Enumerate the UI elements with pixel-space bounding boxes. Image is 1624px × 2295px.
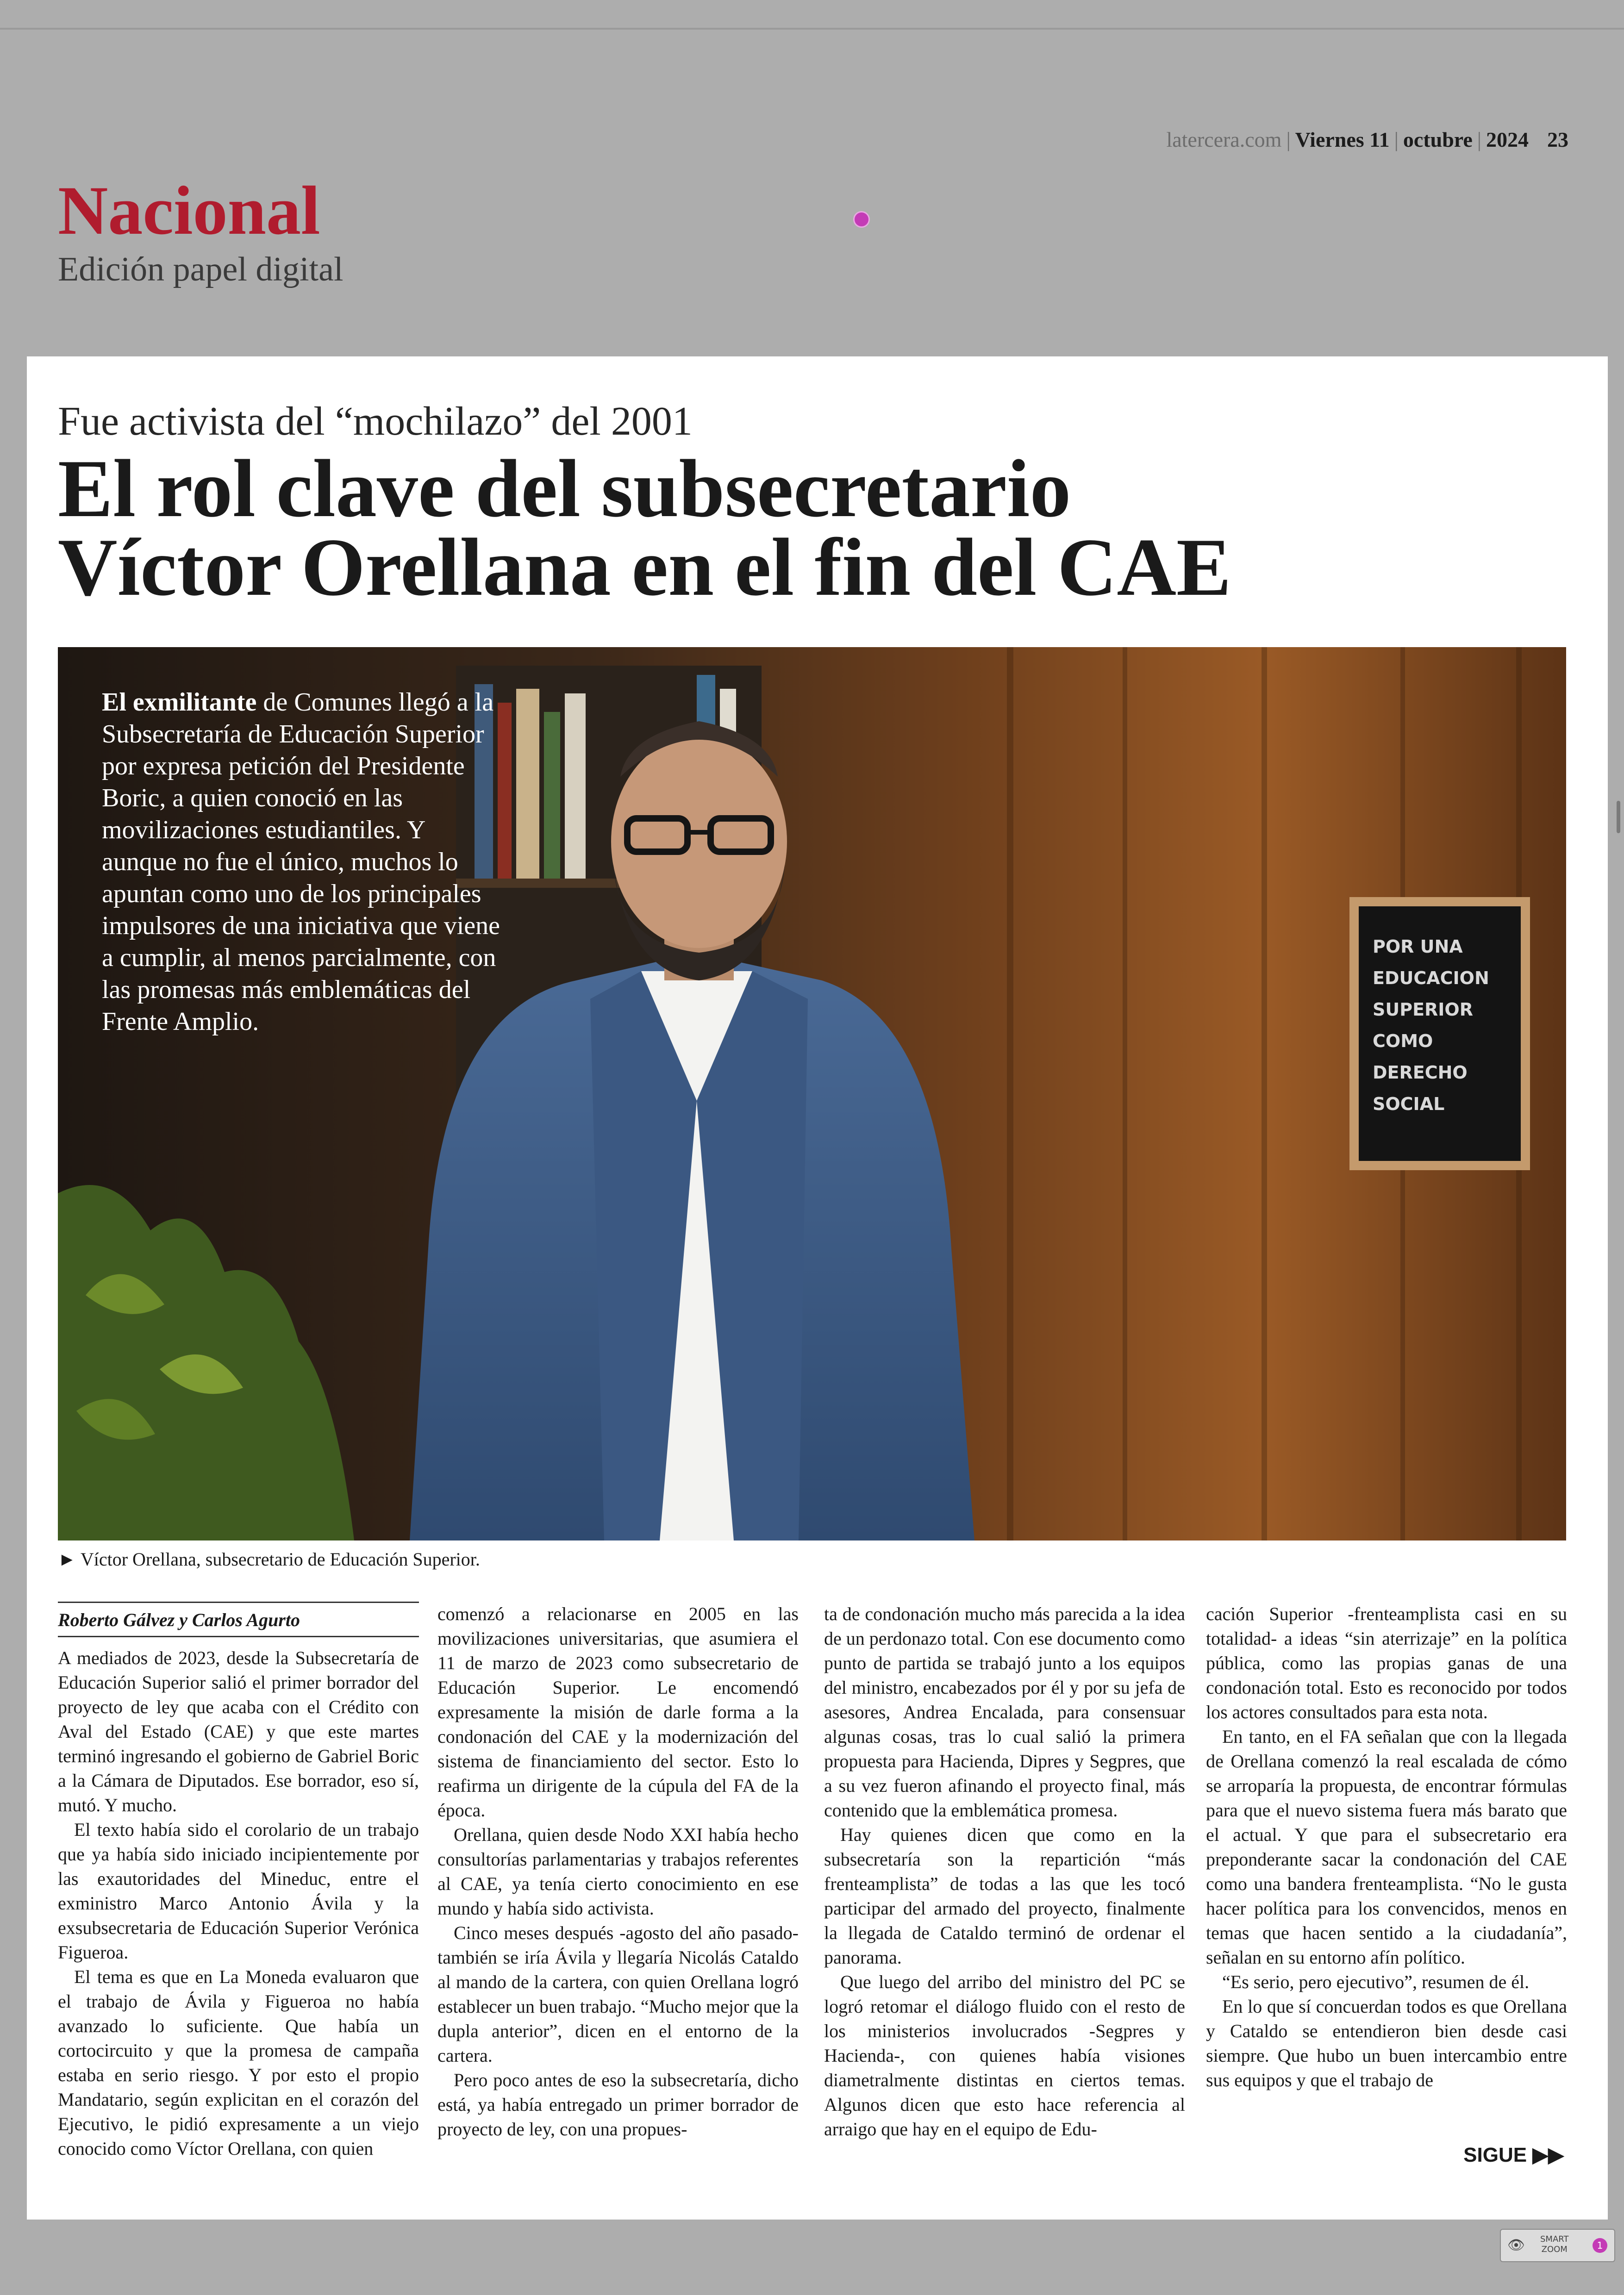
page-number: 23 xyxy=(1547,128,1568,151)
viewer-top-border xyxy=(0,28,1624,30)
paragraph: Que luego del arribo del ministro del PC se logró retomar el diálogo fluido con el resto de los ministerios involucrados -Segpres y Hacienda-, con quienes había visiones diametralmente distintas en ciertos temas. Algunos dicen que esto hace referencia al arraigo que hay en el equipo de Edu- xyxy=(824,1971,1185,2139)
section-title: Nacional xyxy=(58,172,320,249)
paragraph: El texto había sido el corolario de un trabajo que ya había sido iniciado incipientemente por las exautoridades del Mineduc, entre el exministro Marco Antonio Ávila y la exsubsecretaria de Educación Superior Verónica Figueroa. xyxy=(58,1819,419,1963)
article-standfirst xyxy=(102,686,500,1038)
edition-label: Edición papel digital xyxy=(58,250,344,288)
paragraph: cación Superior -frenteamplista casi en su totalidad- a ideas “sin aterrizaje” en la política pública, como las propias ganas de una condonación total. Esto es reconocido por todos los actores consultados para esta nota. xyxy=(1206,1603,1567,1722)
info-badge-icon: 1 xyxy=(1593,2238,1607,2253)
paragraph: Pero poco antes de eso la subsecretaría, dicho está, ya había entregado un primer borrador de proyecto de ley, con una propues- xyxy=(437,2070,799,2139)
hotspot-dot-icon[interactable] xyxy=(853,211,870,228)
article-column-1 xyxy=(58,1602,419,2161)
article-column-3 xyxy=(824,1602,1185,2141)
paragraph: Hay quienes dicen que como en la subsecretaría son la repartición “más frenteamplista” de todas a las que les tocó participar del armado del proyecto, finalmente la llegada de Cataldo terminó de ordenar el panorama. xyxy=(824,1824,1185,1968)
wall-sign-text: POR UNA EDUCACION SUPERIOR COMO DERECHO SOCIAL xyxy=(1373,936,1489,1114)
issue-month: octubre xyxy=(1403,128,1473,151)
site-name[interactable]: latercera.com xyxy=(1166,128,1282,151)
article-kicker: Fue activista del “mochilazo” del 2001 xyxy=(58,399,693,444)
headline-line-1: El rol clave del subsecretario xyxy=(58,443,1071,534)
article-photo[interactable] xyxy=(58,647,1566,1540)
article-column-2 xyxy=(437,1602,799,2141)
standfirst-body: de Comunes llegó a la Subsecretaría de Educación Superior por expresa petición del Presidente Boric, a quien conoció en las movilizaciones estudiantiles. Y aunque no fue el único, muchos lo apuntan como uno de los principales impulsores de una iniciativa que viene a cumplir, al menos parcialmente, con las promesas más emblemáticas del Frente Amplio. xyxy=(102,688,500,1036)
paragraph: En lo que sí concuerdan todos es que Orellana y Cataldo se entendieron bien desde casi siempre. Que hubo un buen intercambio entre sus equipos y que el trabajo de xyxy=(1206,1996,1567,2090)
paragraph: ta de condonación mucho más parecida a la idea de un perdonazo total. Con ese documento como punto de partida se trabajó junto a los equipos del ministro, encabezados por él y por su jefa de asesores, Andrea Encalada, para consensuar algunas cosas, tras lo cual salió la primera propuesta para Hacienda, Dipres y Segpres, que a su vez fueron afinando el proyecto final, más contenido que la emblemática promesa. xyxy=(824,1603,1185,1821)
scrollbar-thumb[interactable] xyxy=(1617,801,1620,833)
byline: Roberto Gálvez y Carlos Agurto xyxy=(58,1602,419,1637)
page-header-meta: latercera.com | Viernes 11 | octubre | 2024 23 xyxy=(1166,128,1568,151)
photo-caption: ► Víctor Orellana, subsecretario de Educación Superior. xyxy=(58,1549,480,1570)
paragraph: El tema es que en La Moneda evaluaron que el trabajo de Ávila y Figueroa no había avanzado lo suficiente. Que había un cortocircuito y que la promesa de campaña estaba en serio riesgo. Y por esto el propio Mandatario, según explicitan en el corazón del Ejecutivo, le pidió expresamente a un viejo conocido como Víctor Orellana, con quien xyxy=(58,1966,419,2159)
paragraph: Orellana, quien desde Nodo XXI había hecho consultorías parlamentarias y trabajos referentes al CAE, ya tenía cierto conocimiento en ese mundo y había sido activista. xyxy=(437,1824,799,1919)
headline-line-2: Víctor Orellana en el fin del CAE xyxy=(58,521,1231,613)
article-column-4 xyxy=(1206,1602,1567,2092)
eye-icon: 👁 xyxy=(1507,2237,1525,2253)
issue-year: 2024 xyxy=(1486,128,1529,151)
article-headline xyxy=(58,443,1562,613)
paragraph: A mediados de 2023, desde la Subsecretaría de Educación Superior salió el primer borrador del proyecto de ley que acaba con el Crédito con Aval del Estado (CAE) y que este martes terminó ingresando el gobierno de Gabriel Boric a la Cámara de Diputados. Ese borrador, eso sí, mutó. Y mucho. xyxy=(58,1647,419,1815)
paragraph: “Es serio, pero ejecutivo”, resumen de él. xyxy=(1222,1971,1530,1992)
continue-link[interactable]: SIGUE ▶▶ xyxy=(1463,2144,1564,2166)
paragraph: comenzó a relacionarse en 2005 en las movilizaciones universitarias, que asumiera el 11 de marzo de 2023 como subsecretario de Educación Superior. Le encomendó expresamente la misión de darle forma a la condonación del CAE y la modernización del sistema de financiamiento del sector. Esto lo reafirma un dirigente de la cúpula del FA de la época. xyxy=(437,1603,799,1821)
issue-weekday-date: Viernes 11 xyxy=(1295,128,1390,151)
paragraph: En tanto, en el FA señalan que con la llegada de Orellana comenzó la real escalada de cómo se arroparía la propuesta, de encontrar fórmulas para que el nuevo sistema fuera más barato que el actual. Y que para el subsecretario era preponderante sacar la condonación del CAE como una bandera frenteamplista. “No le gusta hacer política para los convencidos, menos en temas que hacen sentido a la ciudadanía”, señalan en su entorno afín político. xyxy=(1206,1726,1567,1968)
smart-zoom-label: SMART ZOOM xyxy=(1540,2234,1569,2254)
smart-zoom-button[interactable] xyxy=(1500,2229,1615,2262)
paragraph: Cinco meses después -agosto del año pasado- también se iría Ávila y llegaría Nicolás Cataldo al mando de la cartera, con quien Orellana logró establecer un buen trabajo. “Mucho mejor que la dupla anterior”, dicen en el entorno de la cartera. xyxy=(437,1922,799,2066)
standfirst-lead: El exmilitante xyxy=(102,688,257,717)
